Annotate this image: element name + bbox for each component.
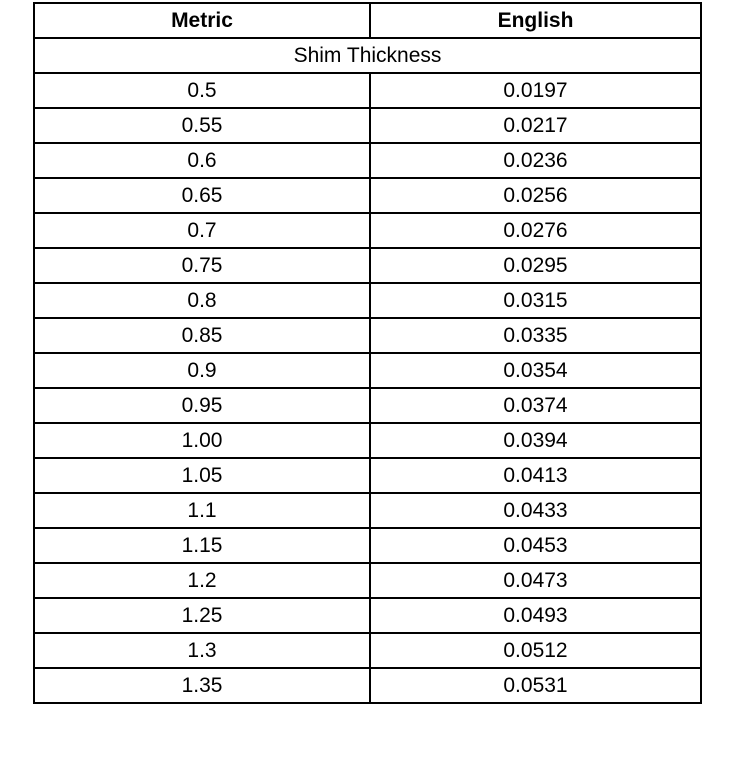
metric-cell: 0.85 xyxy=(34,318,370,353)
table-row xyxy=(34,283,701,318)
caption-row xyxy=(34,38,701,73)
english-cell: 0.0354 xyxy=(370,353,701,388)
english-cell: 0.0394 xyxy=(370,423,701,458)
table-row xyxy=(34,633,701,668)
metric-cell: 0.65 xyxy=(34,178,370,213)
table-row xyxy=(34,73,701,108)
header-row xyxy=(34,3,701,38)
table-row xyxy=(34,563,701,598)
metric-cell: 0.5 xyxy=(34,73,370,108)
english-cell: 0.0374 xyxy=(370,388,701,423)
metric-cell: 0.7 xyxy=(34,213,370,248)
metric-cell: 1.15 xyxy=(34,528,370,563)
english-cell: 0.0315 xyxy=(370,283,701,318)
table-row xyxy=(34,493,701,528)
table-row xyxy=(34,598,701,633)
english-cell: 0.0493 xyxy=(370,598,701,633)
english-cell: 0.0236 xyxy=(370,143,701,178)
table-row xyxy=(34,248,701,283)
table-row xyxy=(34,108,701,143)
english-cell: 0.0256 xyxy=(370,178,701,213)
english-cell: 0.0197 xyxy=(370,73,701,108)
table-row xyxy=(34,528,701,563)
shim-thickness-table xyxy=(33,2,702,704)
english-cell: 0.0276 xyxy=(370,213,701,248)
table-row xyxy=(34,423,701,458)
metric-cell: 1.3 xyxy=(34,633,370,668)
english-cell: 0.0413 xyxy=(370,458,701,493)
english-cell: 0.0531 xyxy=(370,668,701,703)
table-row xyxy=(34,178,701,213)
metric-cell: 1.2 xyxy=(34,563,370,598)
english-cell: 0.0433 xyxy=(370,493,701,528)
table-row xyxy=(34,318,701,353)
table-caption: Shim Thickness xyxy=(34,38,701,73)
table-row xyxy=(34,388,701,423)
english-cell: 0.0217 xyxy=(370,108,701,143)
table-row xyxy=(34,353,701,388)
metric-header: Metric xyxy=(34,3,370,38)
metric-cell: 0.9 xyxy=(34,353,370,388)
english-cell: 0.0295 xyxy=(370,248,701,283)
metric-cell: 1.00 xyxy=(34,423,370,458)
english-cell: 0.0335 xyxy=(370,318,701,353)
english-header: English xyxy=(370,3,701,38)
english-cell: 0.0453 xyxy=(370,528,701,563)
metric-cell: 1.1 xyxy=(34,493,370,528)
english-cell: 0.0512 xyxy=(370,633,701,668)
table-row xyxy=(34,458,701,493)
metric-cell: 1.05 xyxy=(34,458,370,493)
metric-cell: 0.6 xyxy=(34,143,370,178)
table-row xyxy=(34,143,701,178)
metric-cell: 1.25 xyxy=(34,598,370,633)
metric-cell: 1.35 xyxy=(34,668,370,703)
metric-cell: 0.95 xyxy=(34,388,370,423)
metric-cell: 0.8 xyxy=(34,283,370,318)
table-row xyxy=(34,668,701,703)
table-row xyxy=(34,213,701,248)
metric-cell: 0.55 xyxy=(34,108,370,143)
english-cell: 0.0473 xyxy=(370,563,701,598)
metric-cell: 0.75 xyxy=(34,248,370,283)
